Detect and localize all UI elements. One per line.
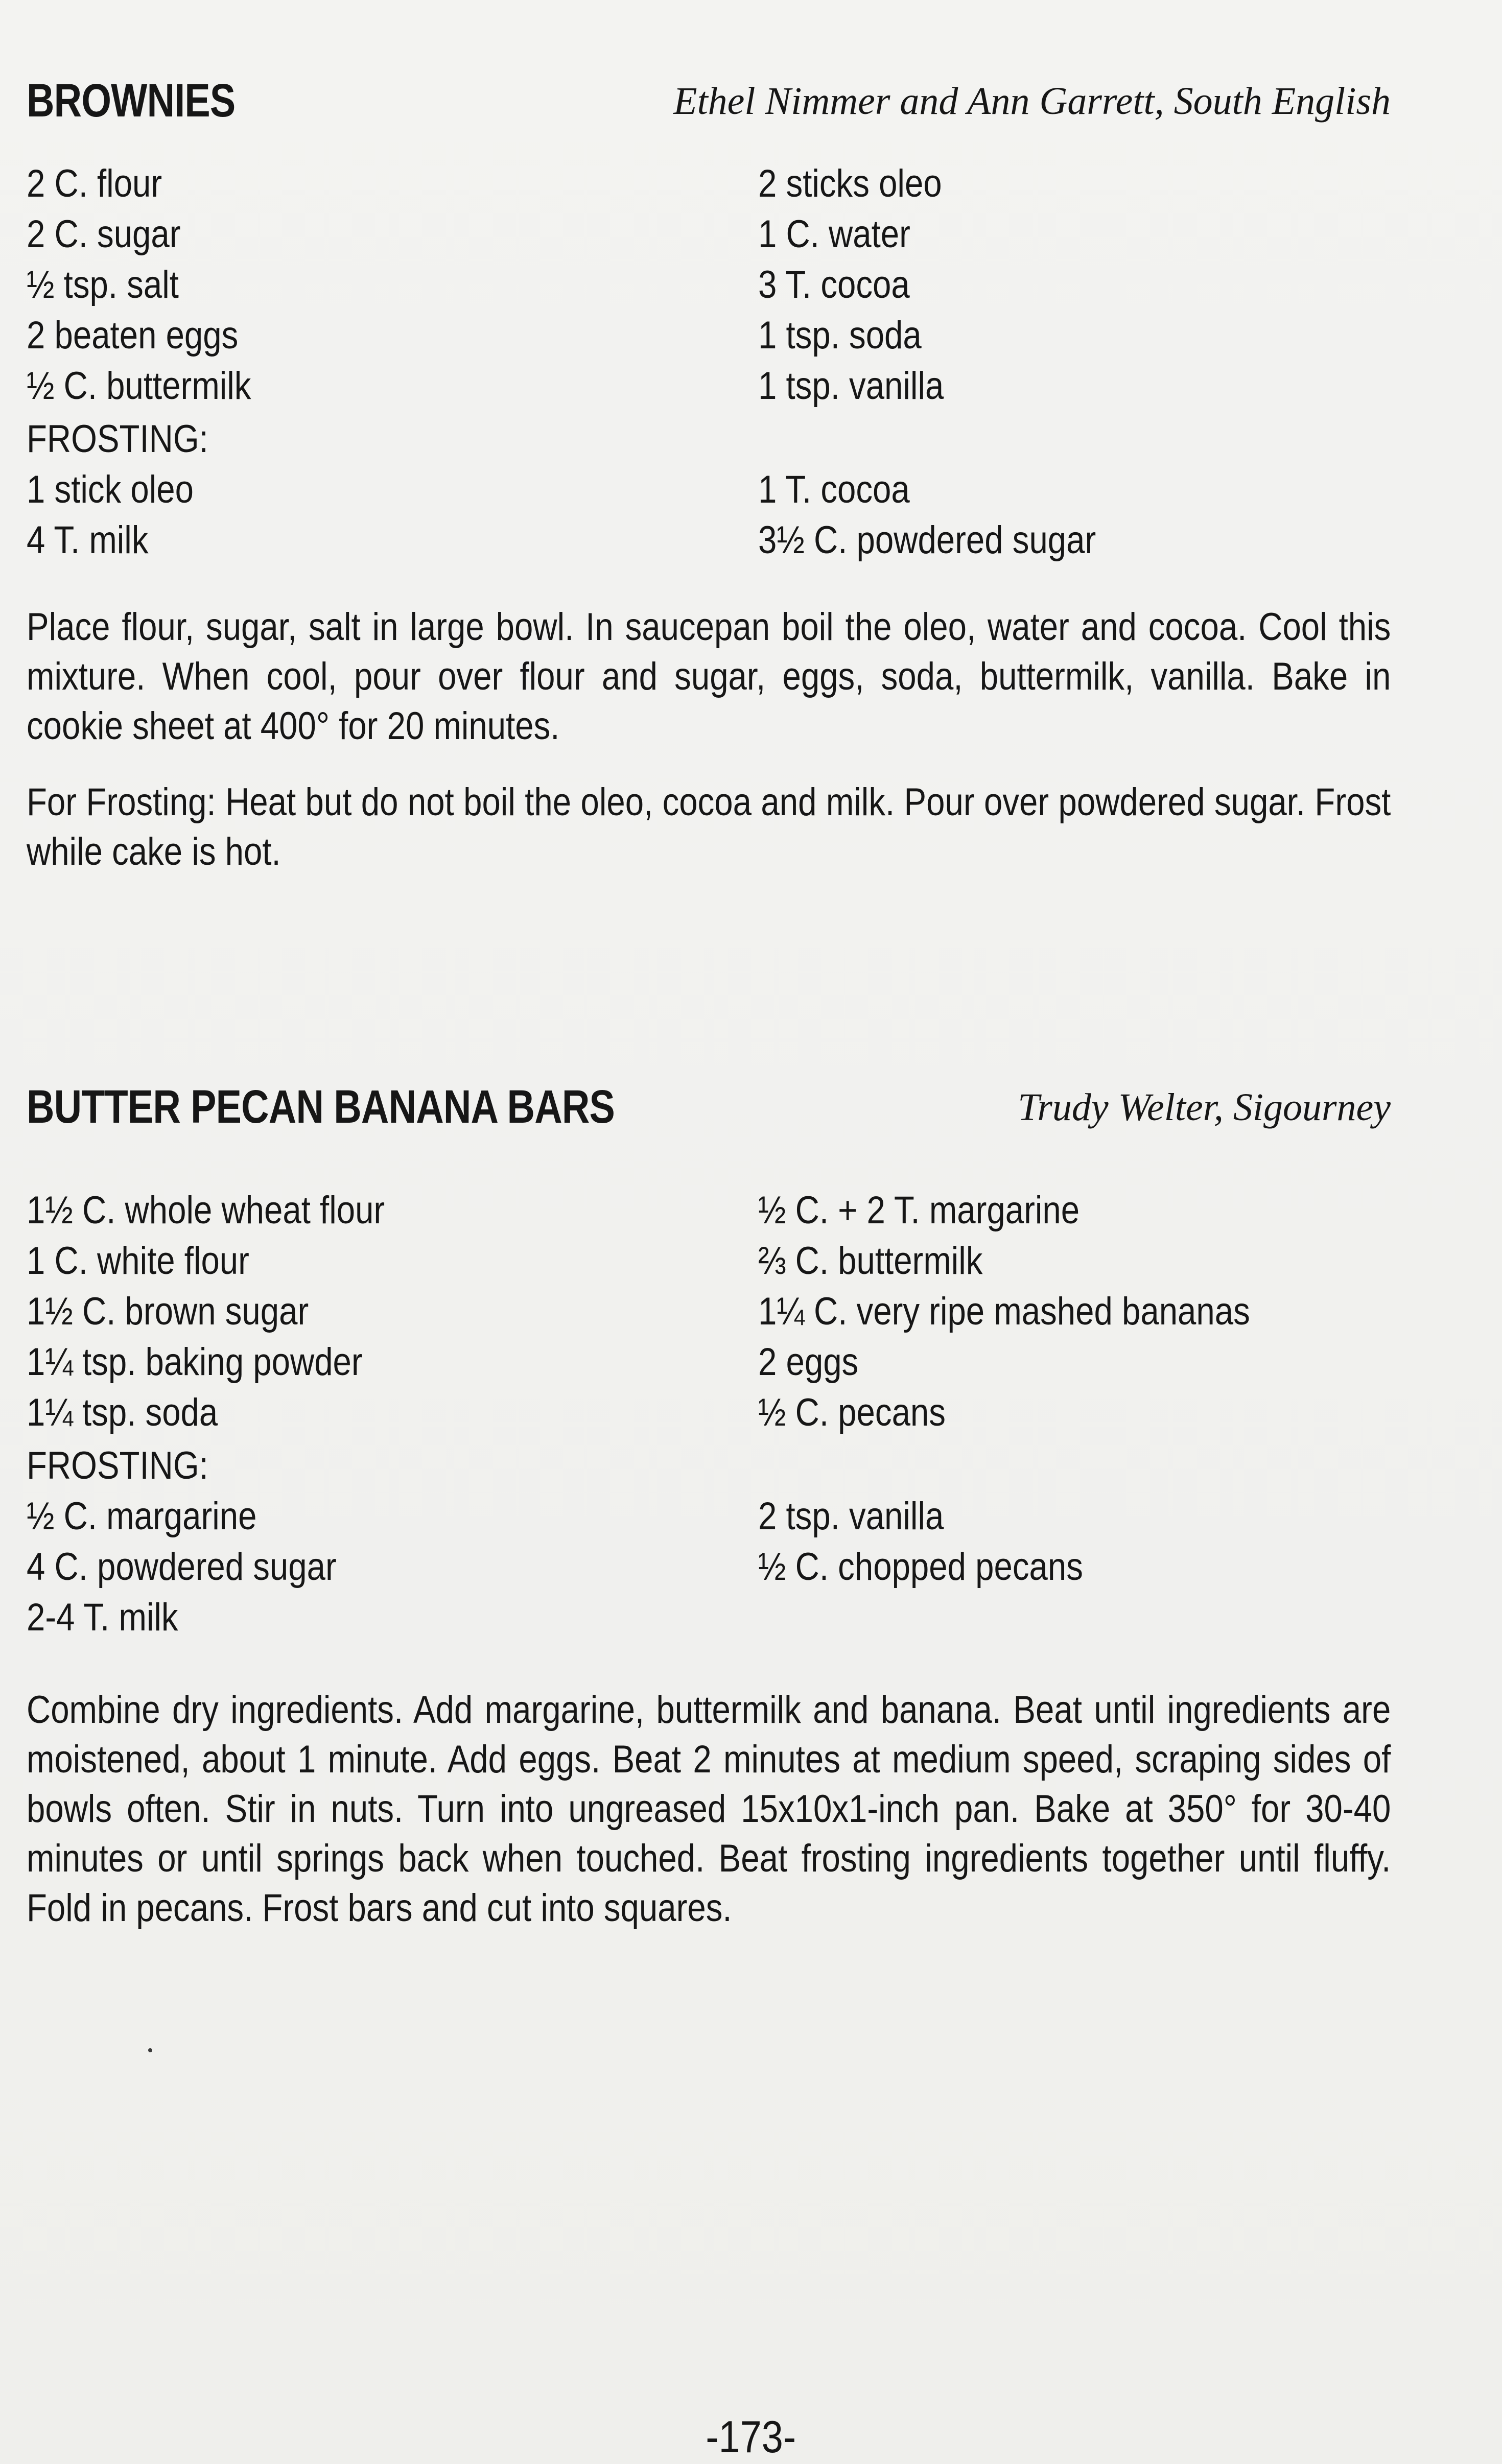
ingredient: 1 tsp. vanilla [758,364,944,408]
ingredient: 2 C. flour [27,162,162,205]
ingredient: 4 C. powdered sugar [27,1545,337,1589]
ingredient: ½ C. buttermilk [27,364,251,408]
print-speck [148,2048,152,2052]
ingredient: ½ C. + 2 T. margarine [758,1189,1080,1232]
ingredient: 2 sticks oleo [758,162,942,205]
frosting-column-right [758,464,1392,565]
frosting-column-right [758,1491,1392,1592]
ingredient: 1 C. water [758,212,910,256]
frosting-column-left [27,1491,742,1643]
recipe-author: Trudy Welter, Sigourney [1018,1086,1391,1129]
ingredient: 1 tsp. soda [758,314,922,357]
ingredient-column-left [27,1185,742,1438]
frosting-directions-paragraph: For Frosting: Heat but do not boil the oleo, cocoa and milk. Pour over powdered sugar. Frost while cake is hot. [27,780,1391,873]
ingredient: 3½ C. powdered sugar [758,518,1096,562]
ingredient: 1¼ tsp. baking powder [27,1340,363,1384]
frosting-ingredient-list [27,1491,1391,1649]
frosting-column-left [27,464,742,565]
ingredient: 1 C. white flour [27,1239,249,1283]
frosting-ingredient-list [27,464,1391,572]
ingredient: 1½ C. whole wheat flour [27,1189,385,1232]
ingredient: 1 stick oleo [27,468,194,511]
page-number [0,2411,1502,2463]
ingredient: ½ tsp. salt [27,263,179,306]
ingredient: 2 beaten eggs [27,314,239,357]
directions-paragraph: Place flour, sugar, salt in large bowl. In saucepan boil the oleo, water and cocoa. Cool this mixture. When cool, pour over flour and sugar, eggs, soda, buttermilk, vanilla. Bake in cookie sheet at 400° for 20 minutes. [27,605,1391,748]
ingredient: ½ C. pecans [758,1391,946,1434]
frosting-label: FROSTING: [27,1444,208,1487]
recipe-title: BUTTER PECAN BANANA BARS [27,1081,615,1133]
recipe-author: Ethel Nimmer and Ann Garrett, South English [673,80,1391,123]
ingredient-column-right [758,1185,1392,1438]
ingredient: ⅔ C. buttermilk [758,1239,983,1283]
frosting-label: FROSTING: [27,417,208,461]
ingredient: 1 T. cocoa [758,468,910,511]
page-number-text: -173- [706,2411,796,2462]
ingredient-column-right [758,158,1392,411]
ingredient-list [27,158,1391,414]
recipe-brownies [27,61,1391,876]
recipe-title: BROWNIES [27,75,236,127]
directions-paragraph: Combine dry ingredients. Add margarine, buttermilk and banana. Beat until ingredients are moistened, about 1 minute. Add eggs. Beat 2 minutes at medium speed, scraping sides of bowls often. Stir in nuts. Turn into ungreased 15x10x1-inch pan. Bake at 350° for 30-40 minutes or until springs back when touched. Beat frosting ingredients together until fluffy. Fold in pecans. Frost bars and cut into squares. [27,1688,1391,1930]
ingredient-column-left [27,158,742,411]
ingredient: 1½ C. brown sugar [27,1290,309,1333]
ingredient: 3 T. cocoa [758,263,910,306]
ingredient: 2 C. sugar [27,212,181,256]
ingredient-list [27,1185,1391,1440]
ingredient: ½ C. chopped pecans [758,1545,1083,1589]
ingredient: 1¼ C. very ripe mashed bananas [758,1290,1250,1333]
ingredient: 4 T. milk [27,518,149,562]
ingredient: 2 tsp. vanilla [758,1495,944,1538]
ingredient: ½ C. margarine [27,1495,257,1538]
recipe-butter-pecan-banana-bars [27,1068,1391,1933]
recipe-header [27,61,1391,128]
recipe-header [27,1068,1391,1134]
ingredient: 2 eggs [758,1340,859,1384]
ingredient: 2-4 T. milk [27,1596,178,1639]
ingredient: 1¼ tsp. soda [27,1391,218,1434]
